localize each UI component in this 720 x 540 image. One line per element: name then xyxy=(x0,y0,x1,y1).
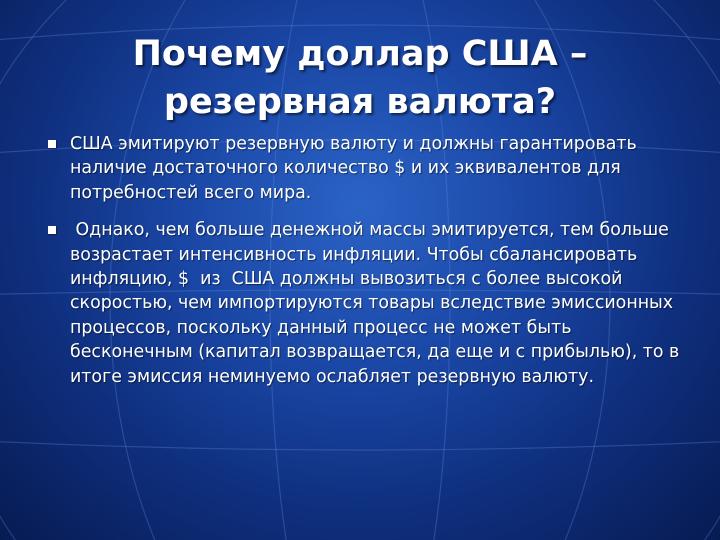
slide-title-line-2: резервная валюта? xyxy=(163,82,557,122)
bullet-item xyxy=(48,132,688,205)
square-bullet-icon xyxy=(48,140,56,148)
bullet-text: США эмитируют резервную валюту и должны гарантировать наличие достаточного количество $ и их эквивалентов для потребностей всего мира. xyxy=(70,134,637,203)
bullet-list xyxy=(48,132,688,402)
square-bullet-icon xyxy=(48,226,56,234)
slide-title-line-1: Почему доллар США – xyxy=(132,34,588,74)
slide-title xyxy=(30,30,690,126)
bullet-text: Однако, чем больше денежной массы эмитируется, тем больше возрастает интенсивность инфляции. Чтобы сбалансировать инфляцию, $ из США должны вывозиться с более высокой скоростью, чем импортируются товары вследствие эмиссионных процессов, поскольку данный процесс не может быть бесконечным (капитал возвращается, да еще и с прибылью), то в итоге эмиссия неминуемо ослабляет резервную валюту. xyxy=(70,220,685,387)
bullet-item xyxy=(48,218,688,389)
